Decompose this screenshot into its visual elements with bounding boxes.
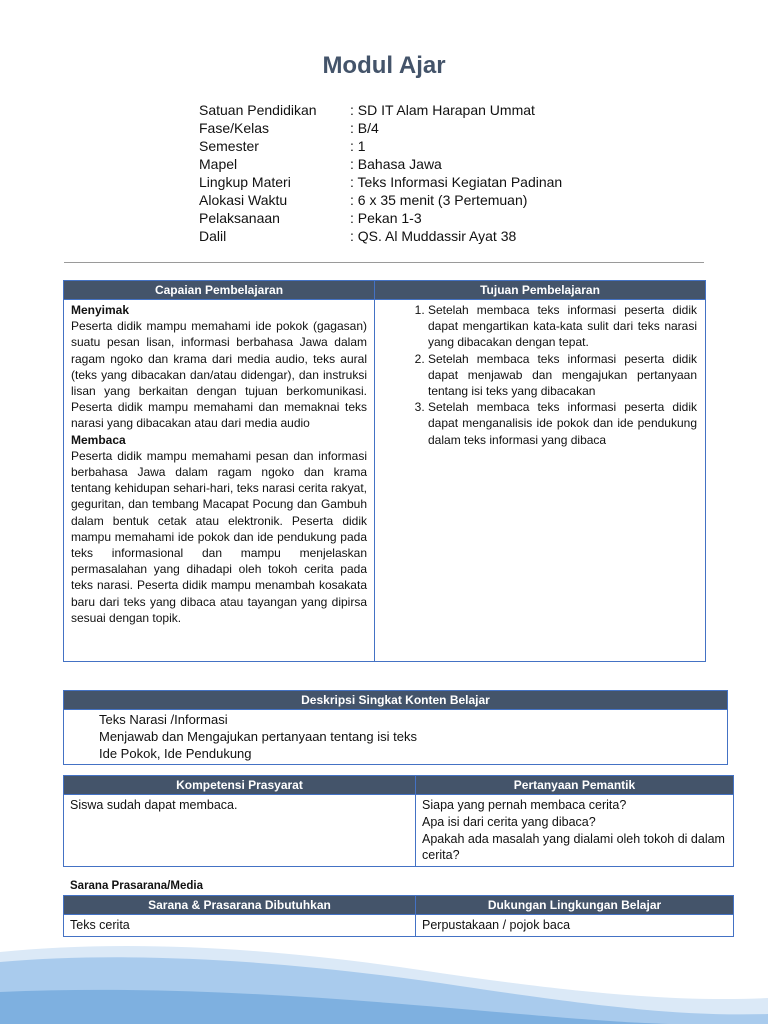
menyimak-title: Menyimak [71,303,130,317]
pemantik-line: Apa isi dari cerita yang dibaca? [422,814,596,829]
footer-wave-decoration [0,940,768,1024]
sarana-right-cell [416,915,734,937]
tujuan-item: 1. Setelah membaca teks informasi peserta didik dapat mengartikan kata-kata sulit dari teks narasi yang dibacakan dengan tepat. [428,302,697,351]
membaca-text: Peserta didik mampu memahami pesan dan informasi berbahasa Jawa dalam ragam ngoko dan krama tentang kehidupan sehari-hari, teks narasi cerita rakyat, geguritan, dan tembang Macapat Pocung dan Gambuh dalam bentuk cetak atau elektronik. Peserta didik mampu memahami ide pokok dan ide pendukung pada teks informasional dan mampu menjelaskan permasalahan yang dihadapi oleh tokoh cerita pada teks narasi. Peserta didik mampu menambah kosakata baru dari teks yang dibaca atau tayangan yang dipirsa sesuai dengan topik. [71,448,367,625]
info-label: Dalil [199,228,227,244]
kompetensi-pemantik-table [63,775,734,867]
deskripsi-item: Ide Pokok, Ide Pendukung [99,745,252,761]
pemantik-cell [416,795,734,867]
info-value: : SD IT Alam Harapan Ummat [350,102,535,118]
info-value: : 6 x 35 menit (3 Pertemuan) [350,192,528,208]
info-label: Pelaksanaan [199,210,280,226]
sarana-table [63,895,734,937]
deskripsi-list [64,710,727,764]
tujuan-header: Tujuan Pembelajaran [375,281,706,300]
info-label: Fase/Kelas [199,120,270,136]
info-row [199,137,562,155]
info-row [199,101,562,119]
capaian-header: Capaian Pembelajaran [64,281,375,300]
info-row [199,191,562,209]
deskripsi-cell [64,710,728,765]
info-value: : 1 [350,138,366,154]
sarana-header-right: Dukungan Lingkungan Belajar [416,896,734,915]
menyimak-text: Peserta didik mampu memahami ide pokok (gagasan) suatu pesan lisan, informasi berbahasa Jawa dalam ragam ngoko dan krama dari media audio, teks aural (teks yang dibacakan dan/atau didengar), dan instruksi lisan yang berkaitan dengan tujuan berkomunikasi. Peserta didik mampu memahami dan memaknai teks narasi yang dibacakan atau dari media audio [71,319,367,431]
pemantik-line: Apakah ada masalah yang dialami oleh tokoh di dalam cerita? [422,831,725,863]
membaca-title: Membaca [71,432,126,447]
info-value: : Bahasa Jawa [350,156,442,172]
pemantik-line: Siapa yang pernah membaca cerita? [422,798,627,812]
info-label: Satuan Pendidikan [199,102,317,118]
tujuan-item: 2. Setelah membaca teks informasi peserta didik dapat menjawab dan mengajukan pertanyaan tentang isi teks yang dibacakan [428,351,697,400]
sarana-left-text: Teks cerita [70,918,130,932]
deskripsi-item: Teks Narasi /Informasi [99,712,228,727]
info-label: Alokasi Waktu [199,192,288,208]
info-row [199,227,562,245]
deskripsi-header: Deskripsi Singkat Konten Belajar [64,691,728,710]
sarana-left-cell [64,915,416,937]
module-info [199,101,562,245]
tujuan-cell [375,300,706,662]
info-value: : B/4 [350,120,379,136]
tujuan-item: 3. Setelah membaca teks informasi peserta didik dapat menganalisis ide pokok dan ide pendukung dalam teks informasi yang dibaca [428,399,697,448]
divider [64,262,704,263]
capaian-tujuan-table [63,280,706,662]
info-label: Mapel [199,156,238,172]
pemantik-header: Pertanyaan Pemantik [416,776,734,795]
info-row [199,155,562,173]
deskripsi-item: Menjawab dan Mengajukan pertanyaan tentang isi teks [99,728,417,744]
kompetensi-cell [64,795,416,867]
kompetensi-header: Kompetensi Prasyarat [64,776,416,795]
kompetensi-text: Siswa sudah dapat membaca. [70,798,238,812]
sarana-section-label: Sarana Prasarana/Media [70,880,203,892]
sarana-header-left: Sarana & Prasarana Dibutuhkan [64,896,416,915]
deskripsi-table [63,690,728,765]
sarana-right-text: Perpustakaan / pojok baca [422,918,571,932]
page-title: Modul Ajar [322,52,446,79]
info-row [199,119,562,137]
info-value: : Teks Informasi Kegiatan Padinan [350,174,563,190]
info-value: : Pekan 1-3 [350,210,422,226]
info-row [199,209,562,227]
info-row [199,173,562,191]
tujuan-list [375,300,705,448]
info-label: Semester [199,138,259,154]
capaian-cell [64,300,375,662]
info-label: Lingkup Materi [199,174,291,190]
info-value: : QS. Al Muddassir Ayat 38 [350,228,517,244]
